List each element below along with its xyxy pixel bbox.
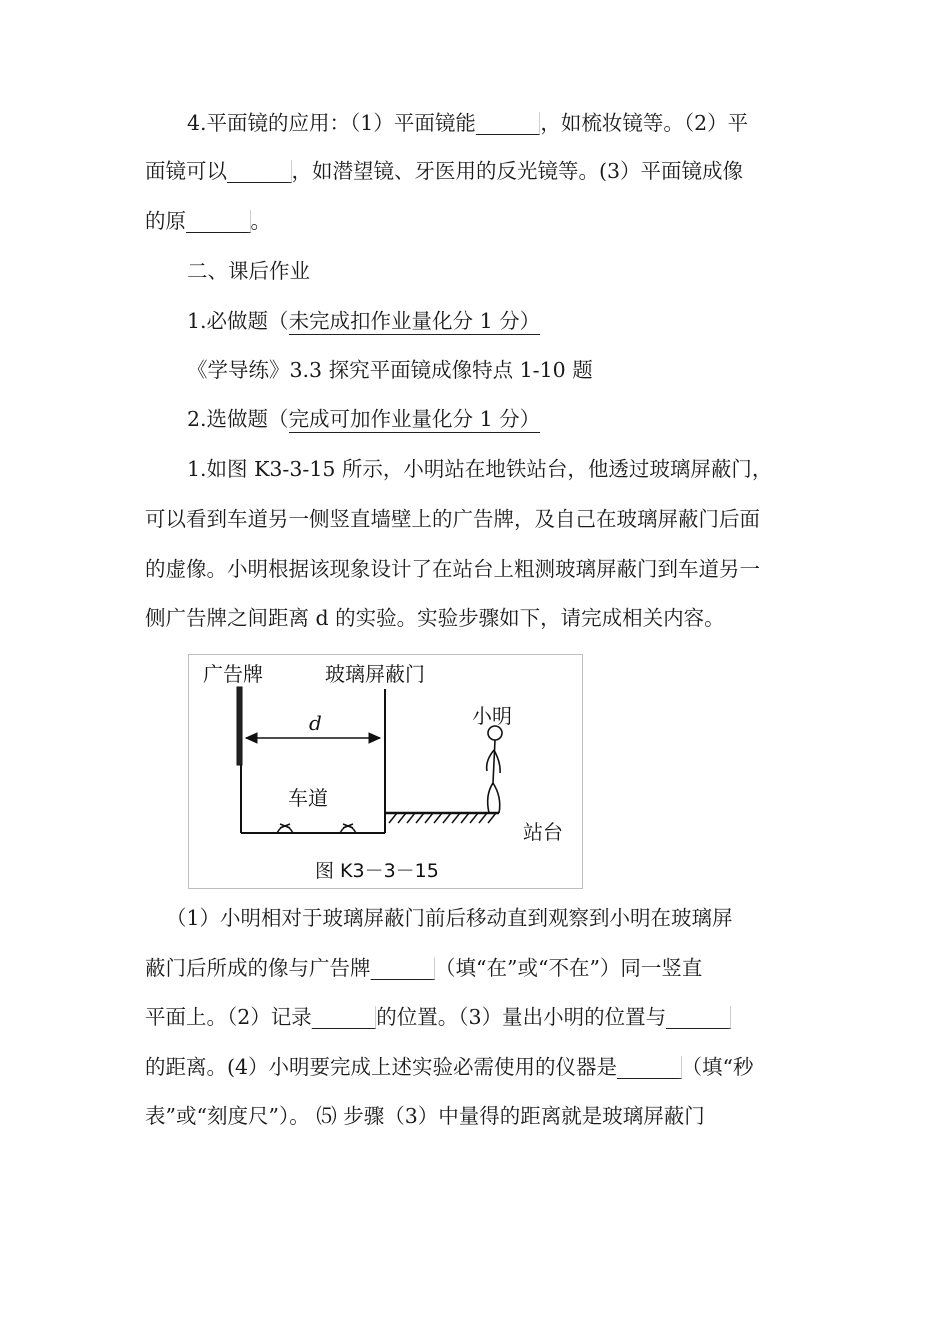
- text-line: [187, 110, 748, 136]
- text-line: 可以看到车道另一侧竖直墙壁上的广告牌，及自己在玻璃屏蔽门后面: [145, 507, 760, 531]
- text: 2.选做题（: [187, 407, 289, 431]
- text-line: [187, 406, 540, 432]
- arrow-head-left: [246, 733, 257, 743]
- fill-blank[interactable]: ______: [227, 160, 292, 183]
- person-figure: [487, 726, 502, 813]
- section-heading: 二、课后作业: [187, 259, 310, 283]
- label-track: 车道: [288, 786, 328, 810]
- text: ，如潜望镜、牙医用的反光镜等。(3）平面镜成像: [291, 159, 744, 183]
- underlined-text: 完成可加作业量化分 1 分）: [288, 407, 541, 431]
- text: 的距离。(4）小明要完成上述实验必需使用的仪器是: [145, 1055, 618, 1079]
- label-glass-door: 玻璃屏蔽门: [325, 662, 425, 686]
- text-line: [145, 158, 743, 184]
- text-line: [145, 955, 702, 981]
- text: （填“在”或“不在”）同一竖直: [435, 956, 703, 980]
- text: 。: [250, 209, 271, 233]
- text-line: [145, 208, 271, 234]
- text-line: 的虚像。小明根据该现象设计了在站台上粗测玻璃屏蔽门到车道另一: [145, 557, 760, 581]
- text: 面镜可以: [145, 159, 227, 183]
- text: ，如梳妆镜等。（2）平: [540, 111, 749, 135]
- label-person: 小明: [472, 704, 512, 728]
- figure-diagram: [189, 655, 582, 888]
- fill-blank[interactable]: ______: [617, 1056, 682, 1079]
- text-line: [145, 1004, 731, 1030]
- text-line: [187, 308, 540, 334]
- underlined-text: 未完成扣作业量化分 1 分）: [288, 309, 541, 333]
- fill-blank[interactable]: ______: [186, 210, 251, 233]
- label-platform: 站台: [523, 820, 563, 844]
- arrow-head-right: [369, 733, 380, 743]
- text: （填“秒: [681, 1055, 754, 1079]
- text-line: 侧广告牌之间距离 d 的实验。实验步骤如下，请完成相关内容。: [145, 606, 725, 630]
- text-line: 表”或“刻度尺”）。 ⑸ 步骤（3）中量得的距离就是玻璃屏蔽门: [145, 1104, 705, 1128]
- text-line: （1）小明相对于玻璃屏蔽门前后移动直到观察到小明在玻璃屏: [166, 906, 733, 930]
- text-line: 《学导练》3.3 探究平面镜成像特点 1-10 题: [187, 358, 593, 382]
- figure-caption: 图 K3－3－15: [315, 860, 439, 882]
- rail-fasteners: [277, 824, 356, 833]
- fill-blank[interactable]: ______: [476, 112, 541, 135]
- text: 蔽门后所成的像与广告牌: [145, 956, 371, 980]
- fill-blank[interactable]: ______: [666, 1006, 731, 1029]
- platform-hatching: [389, 813, 496, 823]
- text: 1.必做题（: [187, 309, 289, 333]
- fill-blank[interactable]: ______: [312, 1006, 377, 1029]
- billboard-board: [237, 687, 242, 765]
- label-d: d: [309, 711, 322, 735]
- text: 的位置。（3）量出小明的位置与: [376, 1005, 667, 1029]
- text: 4.平面镜的应用：（1）平面镜能: [187, 111, 476, 135]
- figure-k3-3-15: [188, 654, 583, 889]
- text-line: 1.如图 K3-3-15 所示，小明站在地铁站台，他透过玻璃屏蔽门，: [187, 457, 773, 481]
- text: 平面上。（2）记录: [145, 1005, 312, 1029]
- label-billboard: 广告牌: [203, 662, 263, 686]
- text-line: [145, 1054, 754, 1080]
- fill-blank[interactable]: ______: [371, 957, 436, 980]
- text: 的原: [145, 209, 186, 233]
